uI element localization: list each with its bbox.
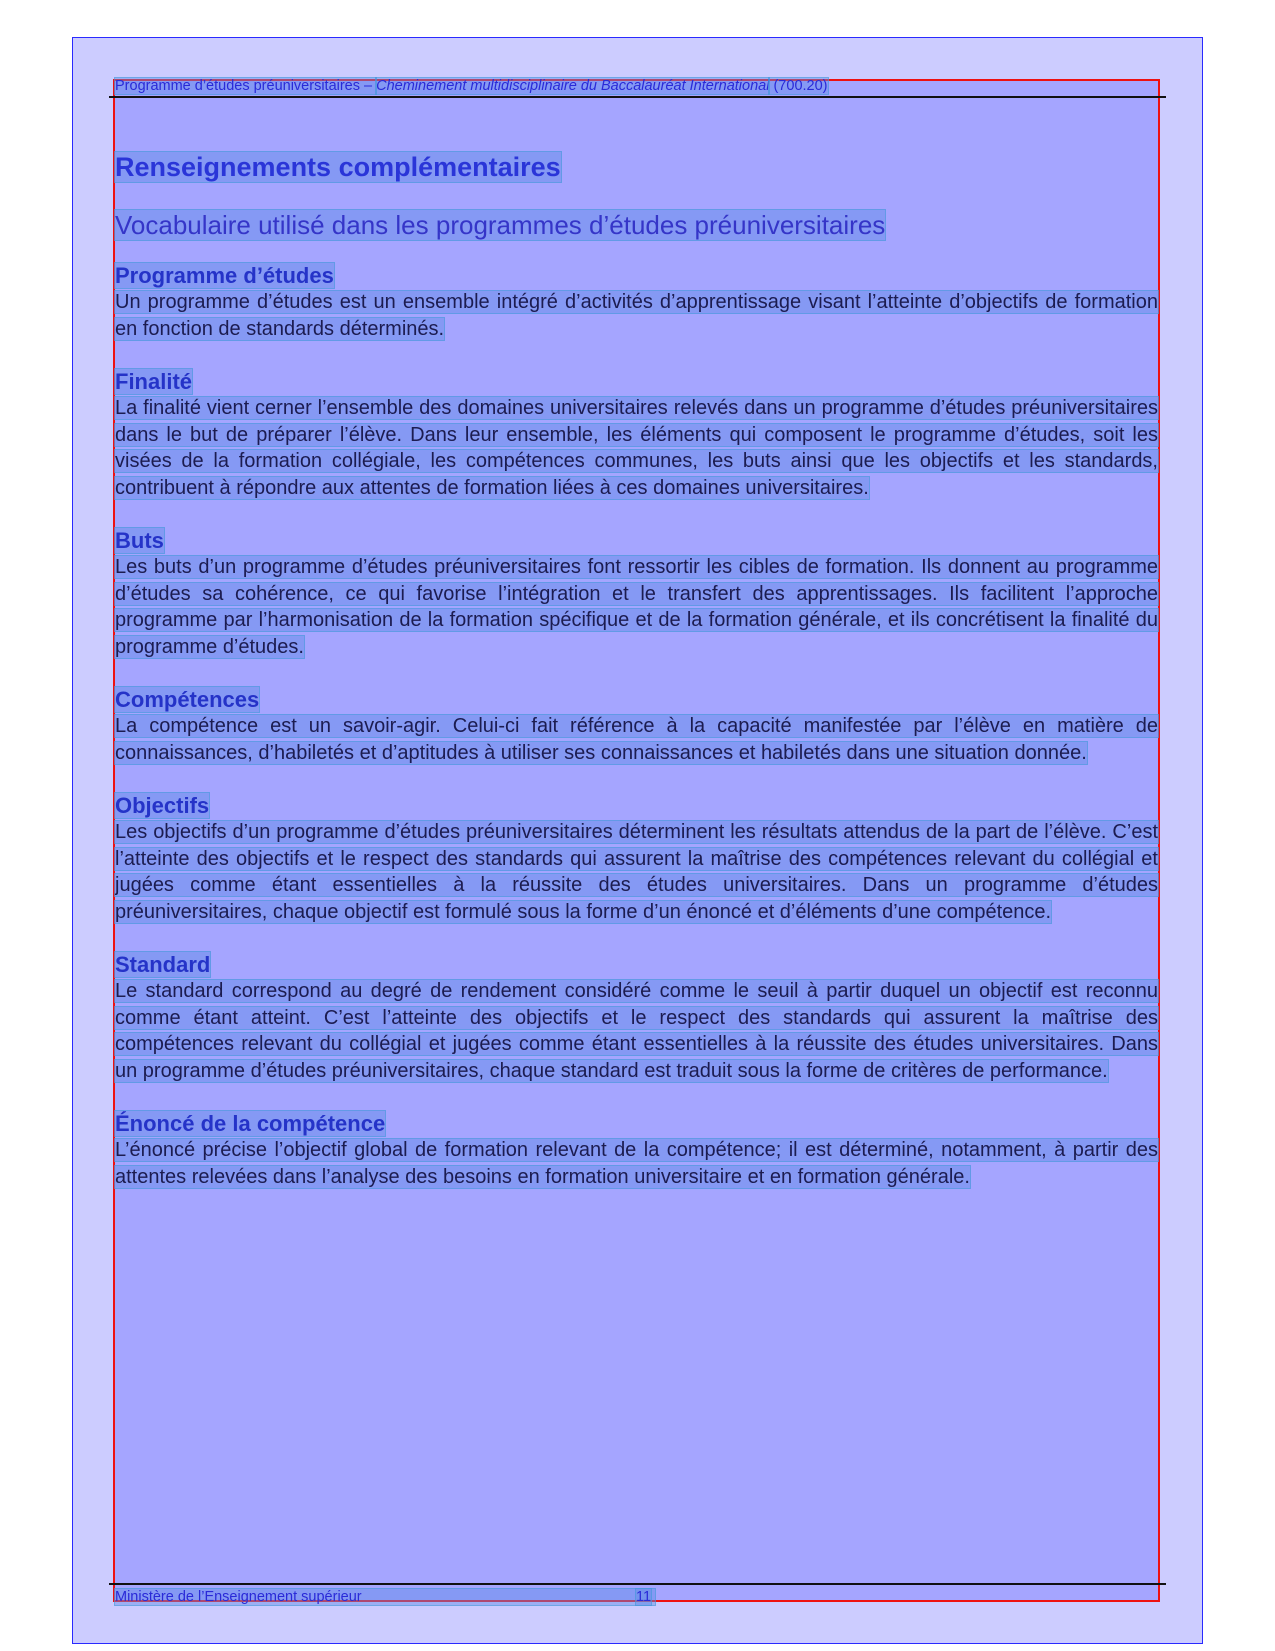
section-body (115, 978, 1158, 1084)
section-enonce (115, 1111, 1158, 1190)
section-body (115, 713, 1158, 766)
section-body-text: L’énoncé précise l’objectif global de formation relevant de la compétence; il est déterminé, notamment, à partir des attentes relevées dans l’analyse des besoins en formation universitaire et en formation générale. (115, 1139, 1158, 1188)
section-objectifs (115, 793, 1158, 925)
section-heading-text: Programme d’études (115, 263, 334, 288)
section-heading-text: Compétences (115, 687, 260, 712)
section-body-text: La finalité vient cerner l’ensemble des domaines universitaires relevés dans un programme d’études préuniversitaires dans le but de préparer l’élève. Dans leur ensemble, les éléments qui composent le programme d’études, soit les visées de la formation collégiale, les compétences communes, les buts ainsi que les objectifs et les standards, contribuent à répondre aux attentes de formation liées à ces domaines universitaires. (115, 397, 1158, 499)
section-heading (115, 263, 1158, 289)
section-body (115, 395, 1158, 501)
footer-ministry: Ministère de l’Enseignement supérieur (115, 1589, 655, 1605)
header-program-code: (700.20) (769, 78, 828, 94)
section-heading (115, 687, 1158, 713)
section-heading (115, 1111, 1158, 1137)
page-title-text: Renseignements complémentaires (115, 152, 561, 182)
section-programme (115, 263, 1158, 342)
section-body-text: La compétence est un savoir-agir. Celui-ci fait référence à la capacité manifestée par l’élève en matière de connaissances, d’habiletés et d’aptitudes à utiliser ses connaissances et habiletés dans une situation donnée. (115, 715, 1158, 764)
section-heading-text: Buts (115, 528, 164, 553)
section-buts (115, 528, 1158, 660)
section-competences (115, 687, 1158, 766)
section-heading (115, 528, 1158, 554)
section-body (115, 554, 1158, 660)
section-finalite (115, 369, 1158, 501)
page-number: 11 (636, 1589, 652, 1605)
section-body-text: Les objectifs d’un programme d’études préuniversitaires déterminent les résultats attendus de la part de l’élève. C’est l’atteinte des objectifs et le respect des standards qui assurent la maîtrise des compétences relevant du collégial et jugées comme étant essentielles à la réussite des études universitaires. Dans un programme d’études préuniversitaires, chaque objectif est formulé sous la forme d’un énoncé et d’éléments d’une compétence. (115, 821, 1158, 923)
page-title (115, 151, 1158, 183)
section-heading (115, 952, 1158, 978)
page-subtitle-text: Vocabulaire utilisé dans les programmes d’études préuniversitaires (115, 210, 886, 240)
header-rule (109, 96, 1166, 98)
section-body-text: Le standard correspond au degré de rendement considéré comme le seuil à partir duquel un objectif est reconnu comme étant atteint. C’est l’atteinte des objectifs et le respect des standards qui assurent la maîtrise des compétences relevant du collégial et jugées comme étant essentielles à la réussite des études universitaires. Dans un programme d’études préuniversitaires, chaque standard est traduit sous la forme de critères de performance. (115, 980, 1158, 1082)
header-program-name: Cheminement multidisciplinaire du Baccalauréat International (376, 78, 770, 94)
section-heading-text: Finalité (115, 369, 193, 394)
section-heading (115, 369, 1158, 395)
section-body (115, 819, 1158, 925)
page-subtitle (115, 209, 1158, 241)
header-prefix: Programme d’études préuniversitaires – (115, 78, 377, 94)
section-body (115, 1137, 1158, 1190)
document-body (115, 148, 1158, 1190)
section-heading (115, 793, 1158, 819)
section-heading-text: Standard (115, 952, 211, 977)
section-body (115, 289, 1158, 342)
section-body-text: Les buts d’un programme d’études préuniversitaires font ressortir les cibles de formation. Ils donnent au programme d’études sa cohérence, ce qui favorise l’intégration et le transfert des apprentissages. Ils facilitent l’approche programme par l’harmonisation de la formation spécifique et de la formation générale, et ils concrétisent la finalité du programme d’études. (115, 556, 1158, 658)
section-body-text: Un programme d’études est un ensemble intégré d’activités d’apprentissage visant l’atteinte d’objectifs de formation en fonction de standards déterminés. (115, 291, 1158, 340)
section-standard (115, 952, 1158, 1084)
footer-rule (109, 1583, 1166, 1585)
section-heading-text: Énoncé de la compétence (115, 1111, 386, 1136)
section-heading-text: Objectifs (115, 793, 210, 818)
running-header (115, 78, 828, 94)
